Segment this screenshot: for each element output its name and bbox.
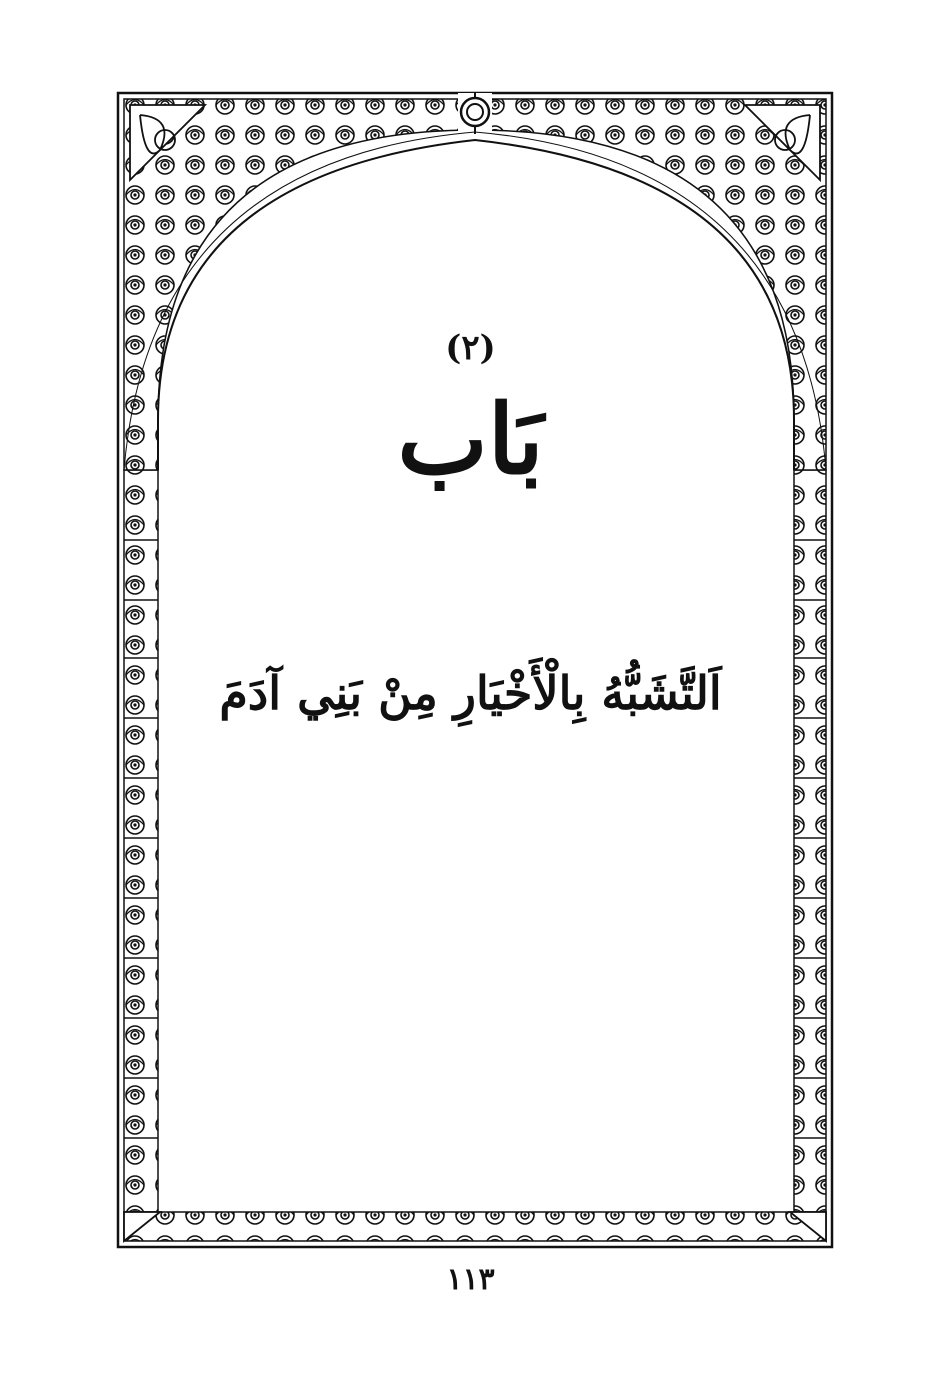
chapter-heading: بَاب bbox=[397, 383, 544, 496]
chapter-title: اَلتَّشَبُّهُ بِالْأَخْيَارِ مِنْ بَنِي آدَمَ bbox=[219, 666, 722, 720]
chapter-number: (٢) bbox=[445, 328, 496, 368]
page-number: ١١٣ bbox=[446, 1262, 495, 1297]
top-medallion bbox=[458, 93, 492, 134]
